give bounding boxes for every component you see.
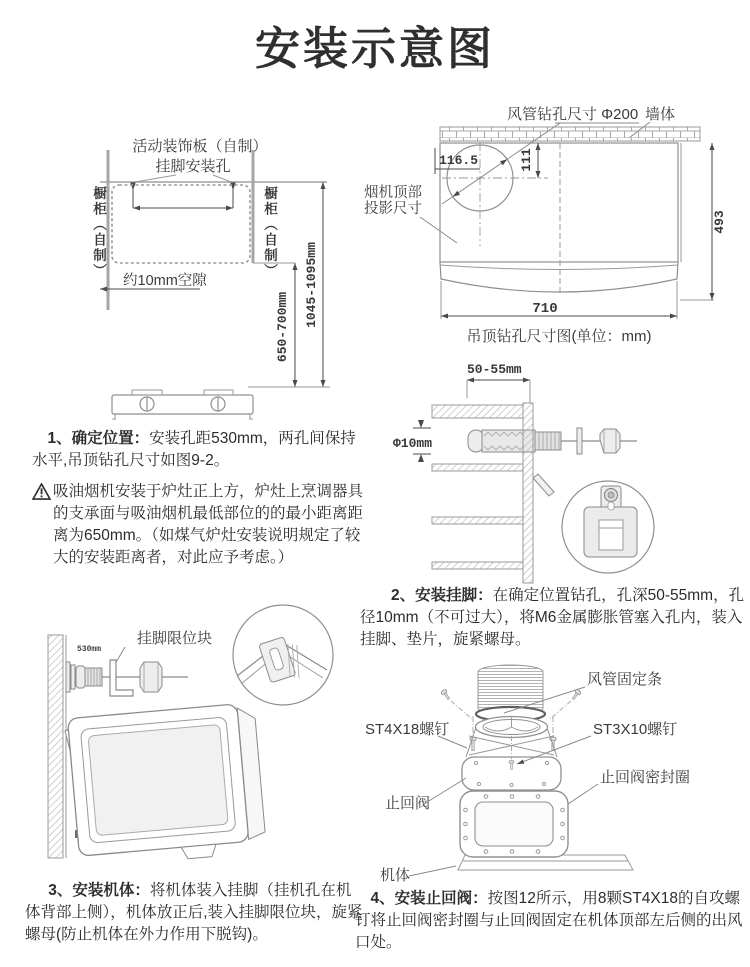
figure-hang-body — [25, 598, 340, 876]
bracket-inset-detail — [562, 481, 654, 573]
stove-drawing — [112, 390, 253, 419]
hanging-bolt — [66, 662, 188, 692]
front-curve-inner — [440, 265, 678, 270]
wall-section — [48, 635, 63, 858]
figure-wall-anchor — [385, 352, 750, 585]
svg-text:650-700mm: 650-700mm — [275, 291, 290, 363]
check-valve-label: 止回阀 — [385, 795, 431, 812]
step1-body: 安装孔距530mm，两孔间保持水平,吊顶钻孔尺寸如图9-2。 — [32, 430, 356, 469]
step4-heading: 4、安装止回阀： — [370, 890, 488, 907]
machine-body-label: 机体 — [380, 867, 411, 884]
svg-text:Φ10mm: Φ10mm — [393, 436, 433, 451]
step3-heading: 3、安装机体： — [48, 882, 150, 899]
figure-check-valve — [352, 658, 750, 890]
cabinet-right-label: 橱柜（自制） — [262, 186, 277, 279]
duct-strip-label: 风管固定条 — [587, 671, 663, 688]
dim-depth-50-55 — [467, 362, 530, 403]
svg-text:1045-1095mm: 1045-1095mm — [304, 242, 319, 328]
decor-plate-label: 活动装饰板（自制） — [132, 138, 268, 155]
step2-paragraph — [360, 585, 746, 651]
seal-ring-leader — [568, 784, 598, 804]
duct-hole-label: 风管钻孔尺寸 Φ200 — [507, 106, 639, 123]
machine-body-leader — [409, 866, 456, 876]
brick-wall-strip — [440, 127, 700, 141]
dim-650-700 — [275, 263, 295, 387]
step2-text-block — [360, 585, 746, 651]
step2-heading: 2、安装挂脚： — [391, 587, 493, 604]
gap-label: 约10mm空隙 — [123, 273, 207, 289]
dim-116-5 — [435, 148, 480, 174]
hook-holes-label: 挂脚安装孔 — [155, 158, 231, 175]
projection-label — [364, 183, 457, 243]
limit-block-shape — [110, 660, 133, 696]
figure-ceiling-drilling — [362, 96, 750, 352]
expansion-anchor-bolt — [468, 428, 637, 454]
page-title: 安装示意图 — [254, 23, 495, 74]
hook-hole-leaders — [130, 175, 236, 208]
screw-310-label: ST3X10螺钉 — [593, 721, 678, 738]
dim-710 — [441, 281, 677, 319]
check-valve-leader — [424, 778, 466, 804]
step1-paragraph — [32, 428, 367, 472]
step3-text-block — [25, 880, 365, 946]
step2-body: 在确定位置钻孔，孔深50-55mm，孔径10mm（不可过大），将M6金属膨胀管塞入孔内，装入挂脚、垫片，旋紧螺母。 — [360, 587, 745, 648]
step1-heading: 1、确定位置： — [47, 430, 150, 447]
svg-text:111: 111 — [519, 148, 534, 172]
svg-text:烟机顶部: 烟机顶部 — [364, 185, 422, 201]
svg-text:493: 493 — [712, 210, 727, 234]
warning-triangle-icon — [32, 481, 53, 569]
dim-111 — [519, 143, 538, 178]
figure-cabinet-installation — [28, 105, 350, 440]
limit-block-label: 挂脚限位块 — [137, 630, 213, 647]
step3-body: 将机体装入挂脚（挂机孔在机体背部上侧），机体放正后,装入挂脚限位块，旋紧螺母(防止机体在外力作用下脱钩)。 — [25, 882, 363, 943]
wall-board — [523, 403, 533, 583]
seal-ring — [460, 791, 568, 857]
front-curved-band — [440, 262, 678, 292]
bracket-edge-view — [533, 474, 554, 496]
step1-warning-text: 吸油烟机安装于炉灶正上方，炉灶上烹调器具的支承面与吸油烟机最低部位的的最小距离距离为650mm。（如煤气炉灶安装说明规定了较大的安装距离者，对此应予考虑。） — [53, 483, 364, 566]
step3-paragraph — [25, 880, 365, 946]
dim-dia-10 — [393, 420, 432, 462]
corner-inset-detail — [233, 605, 333, 705]
step4-body: 按图12所示，用8颗ST4X18的自攻螺钉将止回阀密封圈与止回阀固定在机体顶部左后侧的出风口处。 — [355, 890, 743, 951]
screw-418-leader — [438, 736, 467, 748]
cabinet-left-label: 橱柜（自制） — [91, 186, 106, 279]
step1-text-block — [32, 428, 367, 569]
machine-body-tilted — [67, 702, 266, 868]
hex-nut — [140, 662, 162, 692]
svg-text:投影尺寸: 投影尺寸 — [364, 201, 422, 217]
dim-1045-1095 — [304, 182, 323, 387]
step4-paragraph — [355, 888, 747, 954]
dim-493 — [680, 143, 727, 300]
step1-warning — [32, 481, 367, 569]
svg-text:116.5: 116.5 — [439, 153, 479, 168]
svg-text:710: 710 — [532, 301, 558, 317]
ceiling-figure-caption: 吊顶钻孔尺寸图(单位：mm) — [466, 328, 652, 345]
seal-ring-label: 止回阀密封圈 — [600, 769, 691, 786]
dim-530-label: 530mm — [77, 645, 102, 654]
step4-text-block — [355, 888, 747, 954]
screw-418-label: ST4X18螺钉 — [365, 721, 450, 738]
wall-label: 墙体 — [645, 106, 676, 123]
svg-text:50-55mm: 50-55mm — [467, 362, 522, 377]
